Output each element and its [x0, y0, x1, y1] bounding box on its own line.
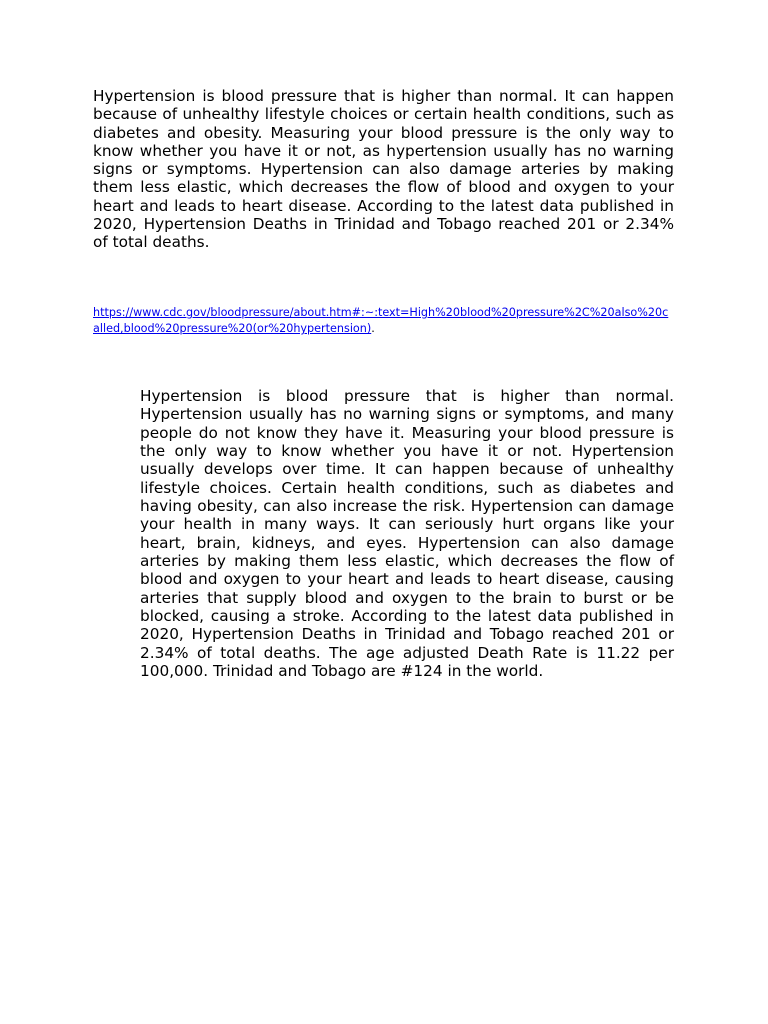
detail-paragraph: Hypertension is blood pressure that is higher than normal. Hypertension usually has no warning signs or symptoms, and many people do not know they have it. Measuring your blood pressure is the only way to know whether you have it or not. Hypertension usually develops over time. It can happen because of unhealthy lifestyle choices. Certain health conditions, such as diabetes and having obesity, can also increase the risk. Hypertension can damage your health in many ways. It can seriously hurt organs like your heart, brain, kidneys, and eyes. Hypertension can also damage arteries by making them less elastic, which decreases the flow of blood and oxygen to your heart and leads to heart disease, causing arteries that supply blood and oxygen to the brain to burst or be blocked, causing a stroke. According to the latest data published in 2020, Hypertension Deaths in Trinidad and Tobago reached 201 or 2.34% of total deaths. The age adjusted Death Rate is 11.22 per 100,000. Trinidad and Tobago are #124 in the world. — [140, 387, 674, 681]
source-reference — [93, 305, 674, 337]
intro-paragraph: Hypertension is blood pressure that is higher than normal. It can happen because of unhealthy lifestyle choices or certain health conditions, such as diabetes and obesity. Measuring your blood pressure is the only way to know whether you have it or not, as hypertension usually has no warning signs or symptoms. Hypertension can also damage arteries by making them less elastic, which decreases the flow of blood and oxygen to your heart and leads to heart disease. According to the latest data published in 2020, Hypertension Deaths in Trinidad and Tobago reached 201 or 2.34% of total deaths. — [93, 87, 674, 252]
cdc-source-link[interactable]: https://www.cdc.gov/bloodpressure/about.htm#:~:text=High%20blood%20pressure%2C%20also%20called,blood%20pressure%20(or%20hypertension) — [93, 306, 669, 335]
source-trailing-period: . — [371, 322, 375, 335]
